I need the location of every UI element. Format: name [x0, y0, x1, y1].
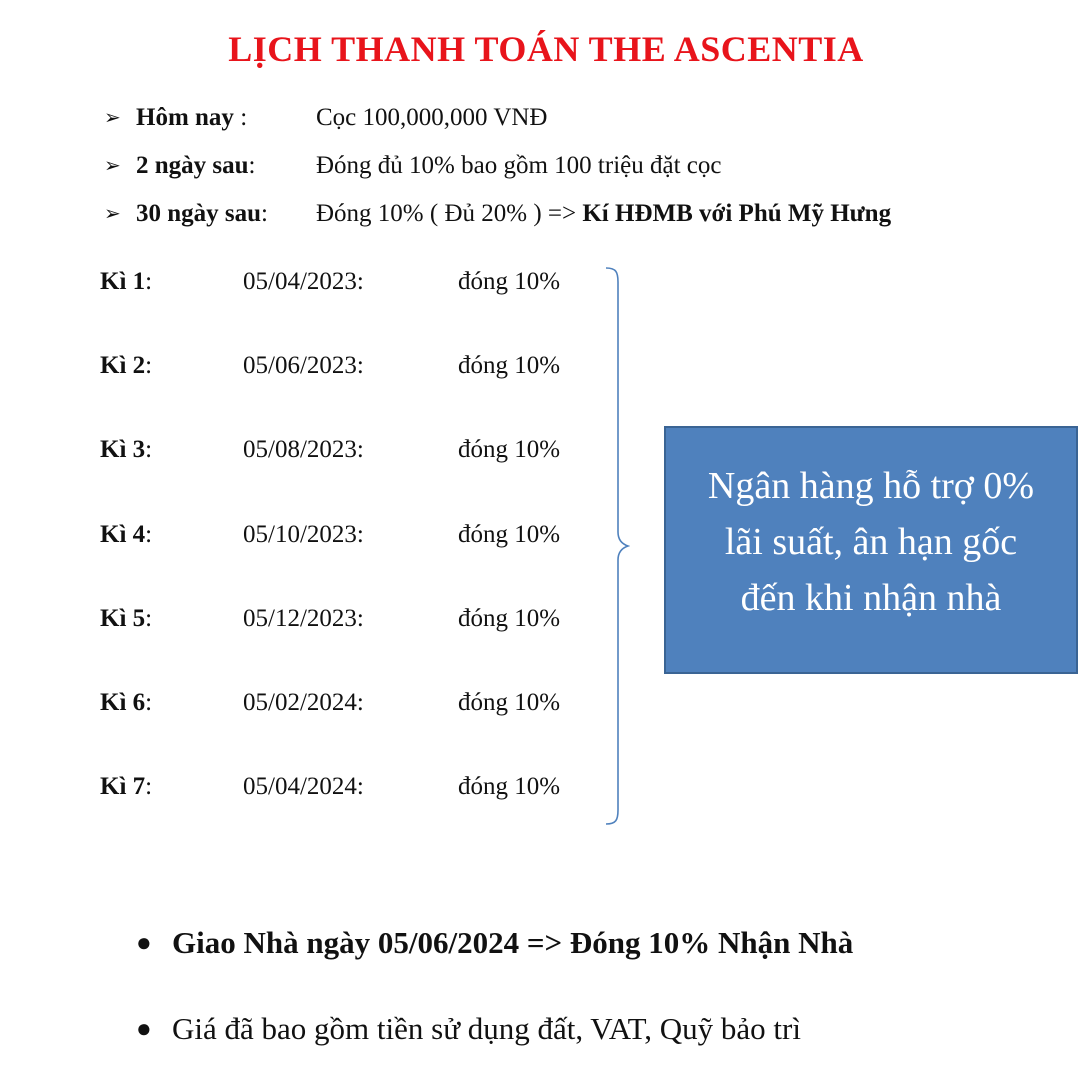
- arrow-bullet-icon: ➢: [104, 203, 121, 225]
- installment-label: Kì 7:: [100, 773, 153, 801]
- bank-support-line: đến khi nhận nhà: [740, 577, 1002, 619]
- installment-label: Kì 6:: [100, 688, 153, 716]
- step-label: Hôm nay :: [136, 104, 248, 131]
- step-label: 2 ngày sau:: [136, 152, 256, 179]
- arrow-bullet-icon: ➢: [104, 155, 121, 177]
- step-value: Cọc 100,000,000 VNĐ: [316, 104, 548, 131]
- installment-label: Kì 2:: [100, 352, 153, 380]
- bank-support-line: lãi suất, ân hạn gốc: [724, 521, 1018, 563]
- installment-amount: đóng 10%: [458, 268, 561, 295]
- step-label: 30 ngày sau:: [136, 200, 268, 227]
- bank-support-line: Ngân hàng hỗ trợ 0%: [707, 465, 1035, 507]
- price-note: Giá đã bao gồm tiền sử dụng đất, VAT, Quỹ bảo trì: [172, 1011, 801, 1046]
- arrow-bullet-icon: ➢: [104, 107, 121, 129]
- installment-label: Kì 5:: [100, 604, 153, 632]
- step-value: Đóng đủ 10% bao gồm 100 triệu đặt cọc: [316, 152, 722, 179]
- installment-label: Kì 1:: [100, 268, 153, 295]
- installment-amount: đóng 10%: [458, 436, 561, 464]
- installment-date: 05/12/2023:: [243, 604, 364, 632]
- bank-support-box: [664, 426, 1078, 674]
- bullet-dot-icon: ●: [136, 928, 152, 957]
- installment-date: 05/02/2024:: [243, 688, 364, 716]
- installment-amount: đóng 10%: [458, 604, 561, 632]
- installment-date: 05/08/2023:: [243, 436, 364, 464]
- step-value: Đóng 10% ( Đủ 20% ) => Kí HĐMB với Phú Mỹ Hưng: [316, 200, 892, 227]
- installment-date: 05/10/2023:: [243, 520, 364, 548]
- installment-amount: đóng 10%: [458, 352, 561, 380]
- installment-date: 05/04/2023:: [243, 268, 364, 295]
- installment-amount: đóng 10%: [458, 520, 561, 548]
- installment-amount: đóng 10%: [458, 773, 561, 801]
- installment-date: 05/06/2023:: [243, 352, 364, 380]
- bullet-dot-icon: ●: [136, 1014, 152, 1043]
- installment-label: Kì 4:: [100, 520, 153, 548]
- installment-label: Kì 3:: [100, 436, 153, 464]
- installment-amount: đóng 10%: [458, 688, 561, 716]
- page-title: LỊCH THANH TOÁN THE ASCENTIA: [228, 29, 864, 69]
- right-brace: [600, 266, 630, 826]
- handover-note: Giao Nhà ngày 05/06/2024 => Đóng 10% Nhận Nhà: [172, 925, 854, 960]
- installment-date: 05/04/2024:: [243, 773, 364, 801]
